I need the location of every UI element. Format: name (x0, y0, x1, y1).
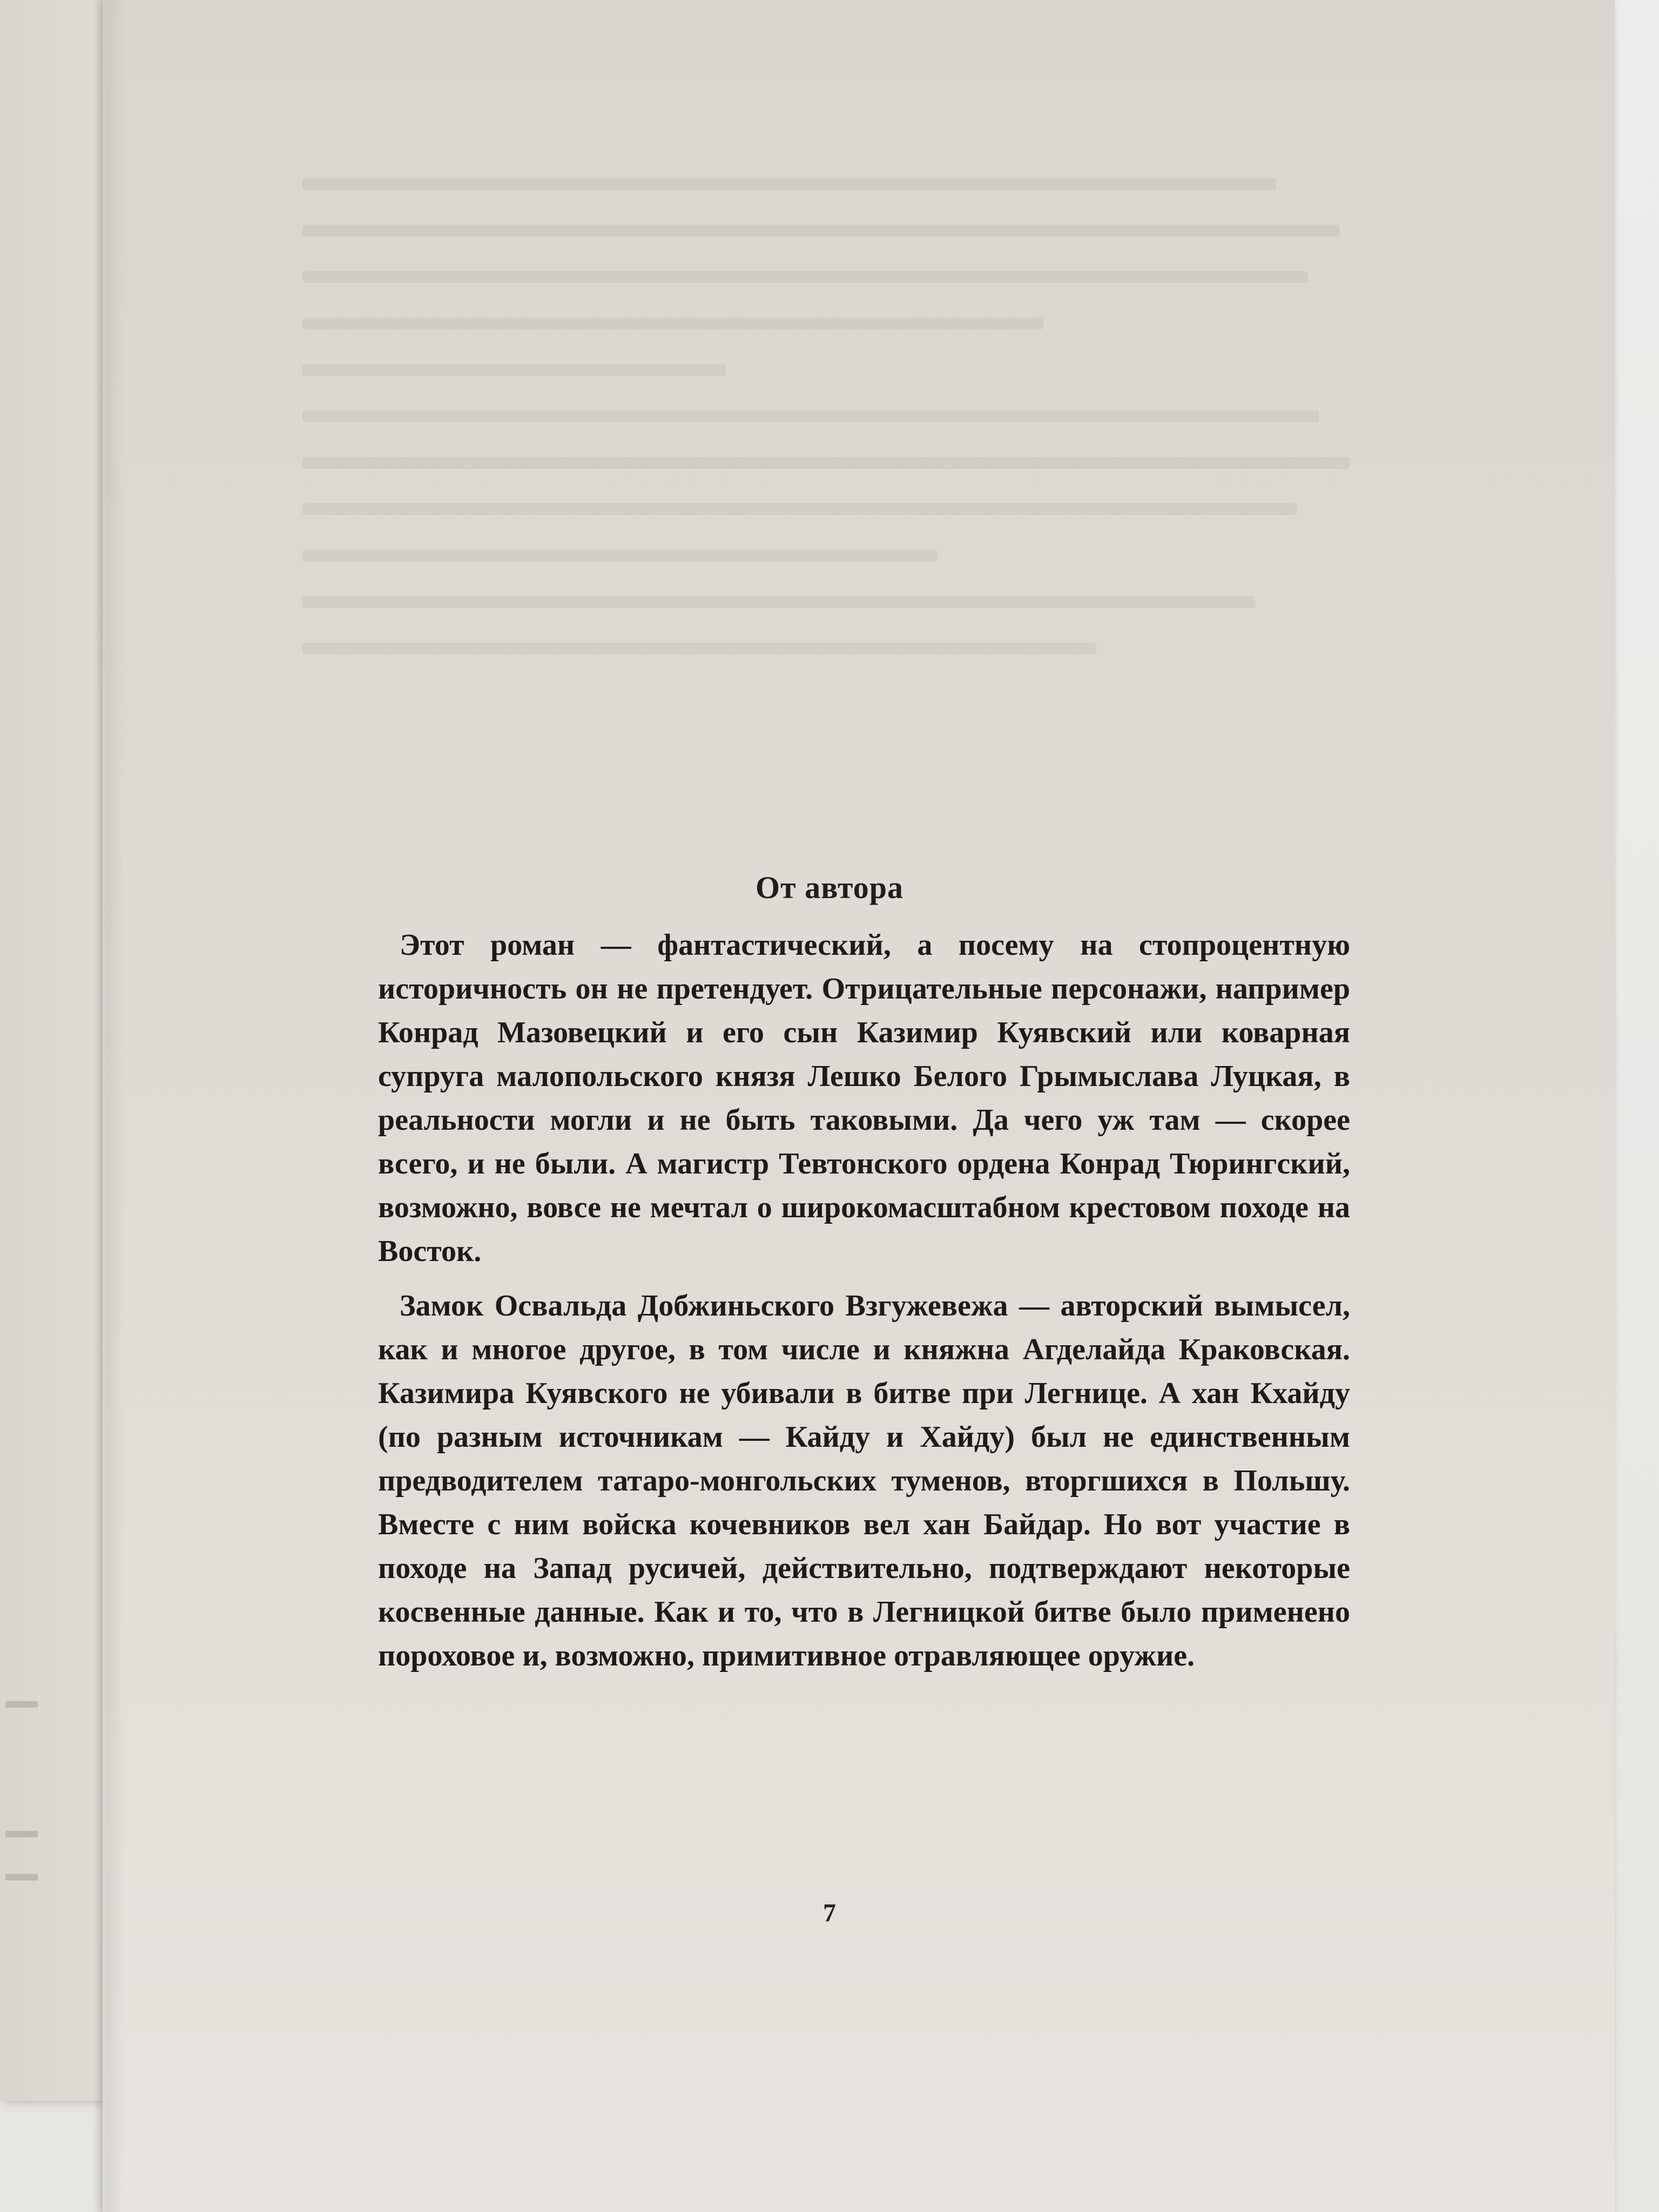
paragraph: Замок Освальда Добжиньского Взгужевежа — авторский вымысел, как и многое другое, в том числе и княжна Агделайда Краковская. Казимира Куявского не убивали в битве при Легнице. А хан Кхайду (по разным источникам — Кайду и Хайду) был не единственным предводителем татаро-монгольских туменов, вторгшихся в Польшу. Вместе с ним войска кочевников вел хан Байдар. Но вот участие в походе на Запад русичей, действительно, подтверждают некоторые косвенные данные. Как и то, что в Легницкой битве было применено пороховое и, возможно, примитивное отравляющее оружие. (378, 1289, 1350, 1673)
page-number: 7 (823, 1899, 836, 1927)
chapter-title: От автора (756, 870, 903, 905)
book-gutter (92, 0, 124, 2212)
paragraph: Этот роман — фантастический, а посему на стопроцентную историчность он не претендует. Отрицательные персонажи, например Конрад Мазовецкий и его сын Казимир Куявский или коварная супруга малопольского князя Лешко Белого Грымыслава Луцкая, в реальности могли и не быть таковыми. Да чего уж там — скорее всего, и не были. А магистр Тевтонского ордена Конрад Тюрингский, возможно, вовсе не мечтал о широкомасштабном крестовом походе на Восток. (378, 928, 1350, 1268)
left-page-margin-mark (5, 1701, 38, 1708)
left-page-margin-mark (5, 1831, 38, 1837)
bleed-through-text (302, 178, 1361, 880)
left-page-margin-mark (5, 1874, 38, 1880)
body-text (378, 923, 1350, 1689)
